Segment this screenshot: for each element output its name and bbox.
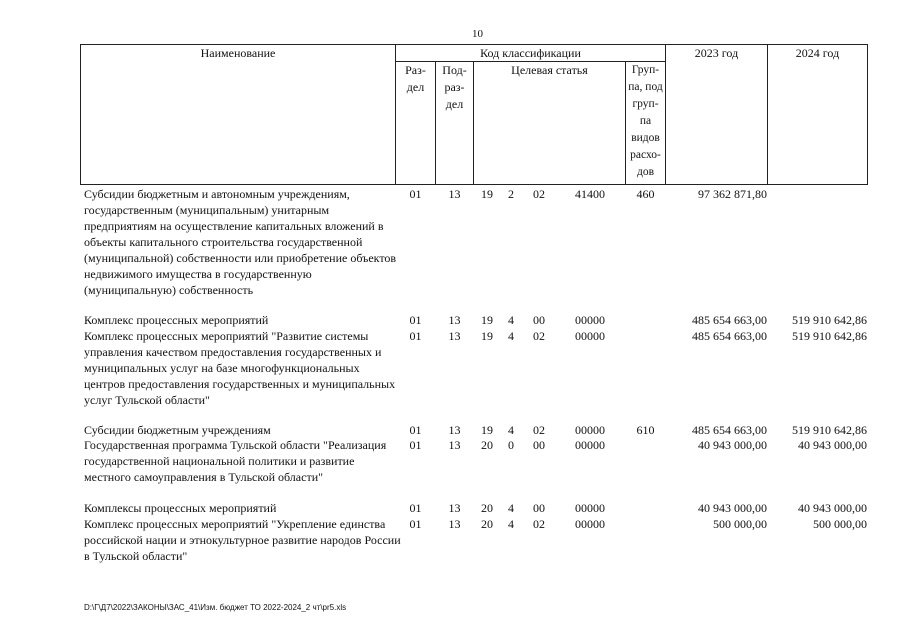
cell-direction: 00000 <box>575 438 605 452</box>
cell-subsection: 13 <box>448 501 461 515</box>
cell-name: Субсидии бюджетным учреждениям <box>84 423 271 437</box>
cell-section: 01 <box>409 423 422 437</box>
header-section: Раз- дел <box>405 63 426 94</box>
cell-subprogram: 00 <box>533 438 545 452</box>
cell-direction: 00000 <box>575 501 605 515</box>
cell-direction: 00000 <box>575 517 605 531</box>
cell-subsection: 13 <box>448 187 461 201</box>
cell-amount-2024: 500 000,00 <box>813 517 867 531</box>
cell-program-type: 4 <box>508 517 514 531</box>
cell-subprogram: 02 <box>533 329 545 343</box>
header-year-2023: 2023 год <box>694 46 739 60</box>
cell-program-type: 4 <box>508 501 514 515</box>
cell-name: Государственная программа Тульской области "Реализация государственной национальной политики и развитие местного самоуправления в Тульской области" <box>84 438 387 484</box>
cell-program-type: 4 <box>508 329 514 343</box>
cell-section: 01 <box>409 517 422 531</box>
header-code: Код классификации <box>480 46 581 60</box>
cell-amount-2023: 485 654 663,00 <box>692 313 767 327</box>
cell-direction: 00000 <box>575 423 605 437</box>
cell-program-type: 0 <box>508 438 514 452</box>
cell-program: 19 <box>481 329 493 343</box>
cell-amount-2024: 519 910 642,86 <box>792 329 867 343</box>
cell-amount-2023: 485 654 663,00 <box>692 329 767 343</box>
cell-name: Комплекс процессных мероприятий "Развитие системы управления качеством предоставления государственных и муниципальных услуг на базе многофункциональных центров предоставления государственных и муниципальных услуг Тульской области" <box>84 329 396 407</box>
cell-subsection: 13 <box>448 313 461 327</box>
cell-subprogram: 02 <box>533 517 545 531</box>
cell-amount-2023: 485 654 663,00 <box>692 423 767 437</box>
header-target-article: Целевая статья <box>511 63 588 77</box>
cell-amount-2023: 97 362 871,80 <box>698 187 767 201</box>
header-name: Наименование <box>200 46 276 60</box>
cell-name: Комплекс процессных мероприятий <box>84 313 269 327</box>
cell-section: 01 <box>409 438 422 452</box>
cell-program: 19 <box>481 187 493 201</box>
cell-subsection: 13 <box>448 423 461 437</box>
cell-subprogram: 00 <box>533 313 545 327</box>
cell-subsection: 13 <box>448 517 461 531</box>
cell-subprogram: 02 <box>533 187 545 201</box>
cell-section: 01 <box>409 187 422 201</box>
page-number: 10 <box>472 28 483 40</box>
cell-amount-2023: 500 000,00 <box>713 517 767 531</box>
cell-program: 19 <box>481 423 493 437</box>
cell-program: 20 <box>481 517 493 531</box>
cell-program: 19 <box>481 313 493 327</box>
cell-subsection: 13 <box>448 438 461 452</box>
cell-subsection: 13 <box>448 329 461 343</box>
cell-name: Комплексы процессных мероприятий <box>84 501 277 515</box>
file-path-footer: D:\Г\Д7\2022\ЗАКОНЫ\ЗАС_41\Изм. бюджет ТО 2022-2024_2 чт\pr5.xls <box>84 603 347 612</box>
cell-section: 01 <box>409 329 422 343</box>
cell-expense-group: 460 <box>636 187 655 201</box>
cell-expense-group: 610 <box>636 423 655 437</box>
cell-program-type: 2 <box>508 187 514 201</box>
cell-amount-2024: 40 943 000,00 <box>798 438 867 452</box>
cell-amount-2024: 519 910 642,86 <box>792 313 867 327</box>
cell-direction: 00000 <box>575 329 605 343</box>
cell-program-type: 4 <box>508 313 514 327</box>
cell-direction: 00000 <box>575 313 605 327</box>
cell-subprogram: 00 <box>533 501 545 515</box>
cell-amount-2023: 40 943 000,00 <box>698 438 767 452</box>
cell-direction: 41400 <box>575 187 605 201</box>
cell-amount-2024: 40 943 000,00 <box>798 501 867 515</box>
cell-subprogram: 02 <box>533 423 545 437</box>
cell-name: Субсидии бюджетным и автономным учреждениям, государственным (муниципальным) унитарным предприятиям на осуществление капитальных вложений в объекты капитального строительства государственной (муниципальной) собственности или приобретение объектов недвижимого имущества в государственную (муниципальную) собственность <box>84 187 397 297</box>
cell-program: 20 <box>481 438 493 452</box>
cell-section: 01 <box>409 313 422 327</box>
cell-amount-2023: 40 943 000,00 <box>698 501 767 515</box>
cell-program: 20 <box>481 501 493 515</box>
header-year-2024: 2024 год <box>795 46 840 60</box>
cell-amount-2024: 519 910 642,86 <box>792 423 867 437</box>
cell-program-type: 4 <box>508 423 514 437</box>
header-expense-group: Груп- па, под груп- па видов расхо- дов <box>628 64 663 178</box>
cell-section: 01 <box>409 501 422 515</box>
cell-name: Комплекс процессных мероприятий "Укрепление единства российской нации и этнокультурное развитие народов России в Тульской области" <box>84 517 401 563</box>
header-subsection: Под- раз- дел <box>442 63 467 111</box>
